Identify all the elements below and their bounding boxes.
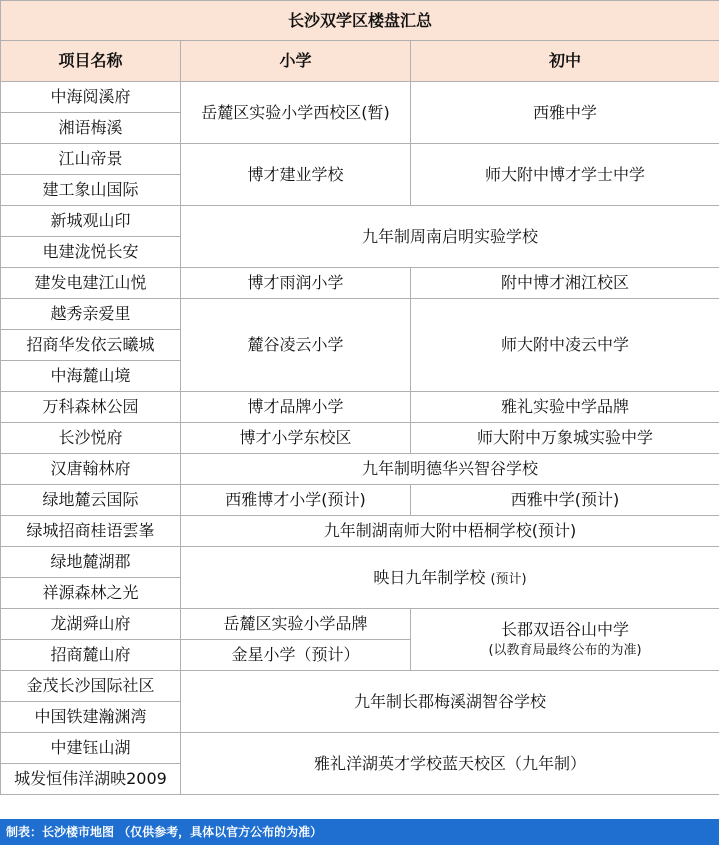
- middle-school-cell: 师大附中万象城实验中学: [411, 423, 719, 454]
- project-cell: 建发电建江山悦: [1, 268, 181, 299]
- project-cell: 汉唐翰林府: [1, 454, 181, 485]
- project-cell: 招商华发依云曦城: [1, 330, 181, 361]
- primary-school-cell: 博才建业学校: [181, 144, 411, 206]
- project-cell: 中海阅溪府: [1, 82, 181, 113]
- project-cell: 湘语梅溪: [1, 113, 181, 144]
- project-cell: 江山帝景: [1, 144, 181, 175]
- project-cell: 越秀亲爱里: [1, 299, 181, 330]
- project-cell: 金茂长沙国际社区: [1, 671, 181, 702]
- primary-school-cell: 西雅博才小学(预计): [181, 485, 411, 516]
- nine-year-school-cell: 九年制明德华兴智谷学校: [181, 454, 719, 485]
- school-name: 映日九年制学校: [373, 567, 486, 587]
- school-note: (以教育局最终公布的为准): [488, 643, 642, 659]
- project-cell: 新城观山印: [1, 206, 181, 237]
- middle-school-cell: 附中博才湘江校区: [411, 268, 719, 299]
- primary-school-cell: 岳麓区实验小学西校区(暂): [181, 82, 411, 144]
- project-cell: 建工象山国际: [1, 175, 181, 206]
- primary-school-cell: 博才雨润小学: [181, 268, 411, 299]
- project-cell: 城发恒伟洋湖映2009: [1, 764, 181, 795]
- project-cell: 电建泷悦长安: [1, 237, 181, 268]
- project-cell: 中建钰山湖: [1, 733, 181, 764]
- table-title: 长沙双学区楼盘汇总: [1, 1, 719, 41]
- primary-school-cell: 金星小学（预计）: [181, 640, 411, 671]
- nine-year-school-cell: [181, 547, 719, 609]
- primary-school-cell: 博才品牌小学: [181, 392, 411, 423]
- middle-school-cell: 雅礼实验中学品牌: [411, 392, 719, 423]
- project-cell: 祥源森林之光: [1, 578, 181, 609]
- header-project: 项目名称: [1, 41, 181, 82]
- primary-school-cell: 麓谷凌云小学: [181, 299, 411, 392]
- header-primary: 小学: [181, 41, 411, 82]
- nine-year-school-cell: 九年制周南启明实验学校: [181, 206, 719, 268]
- project-cell: 绿地麓云国际: [1, 485, 181, 516]
- footer-credit: 制表：长沙楼市地图 （仅供参考，具体以官方公布的为准）: [0, 819, 719, 845]
- school-name: 长郡双语谷山中学: [501, 620, 630, 640]
- primary-school-cell: 博才小学东校区: [181, 423, 411, 454]
- middle-school-cell: [411, 609, 719, 671]
- project-cell: 绿城招商桂语雲峯: [1, 516, 181, 547]
- nine-year-school-cell: 九年制长郡梅溪湖智谷学校: [181, 671, 719, 733]
- project-cell: 中国铁建瀚渊湾: [1, 702, 181, 733]
- school-note: (预计): [490, 571, 527, 587]
- middle-school-cell: 西雅中学(预计): [411, 485, 719, 516]
- middle-school-cell: 师大附中凌云中学: [411, 299, 719, 392]
- nine-year-school-cell: 九年制湖南师大附中梧桐学校(预计): [181, 516, 719, 547]
- header-middle: 初中: [411, 41, 719, 82]
- project-cell: 龙湖舜山府: [1, 609, 181, 640]
- project-cell: 招商麓山府: [1, 640, 181, 671]
- middle-school-cell: 西雅中学: [411, 82, 719, 144]
- project-cell: 长沙悦府: [1, 423, 181, 454]
- nine-year-school-cell: 雅礼洋湖英才学校蓝天校区（九年制）: [181, 733, 719, 795]
- project-cell: 中海麓山境: [1, 361, 181, 392]
- middle-school-cell: 师大附中博才学士中学: [411, 144, 719, 206]
- project-cell: 绿地麓湖郡: [1, 547, 181, 578]
- primary-school-cell: 岳麓区实验小学品牌: [181, 609, 411, 640]
- project-cell: 万科森林公园: [1, 392, 181, 423]
